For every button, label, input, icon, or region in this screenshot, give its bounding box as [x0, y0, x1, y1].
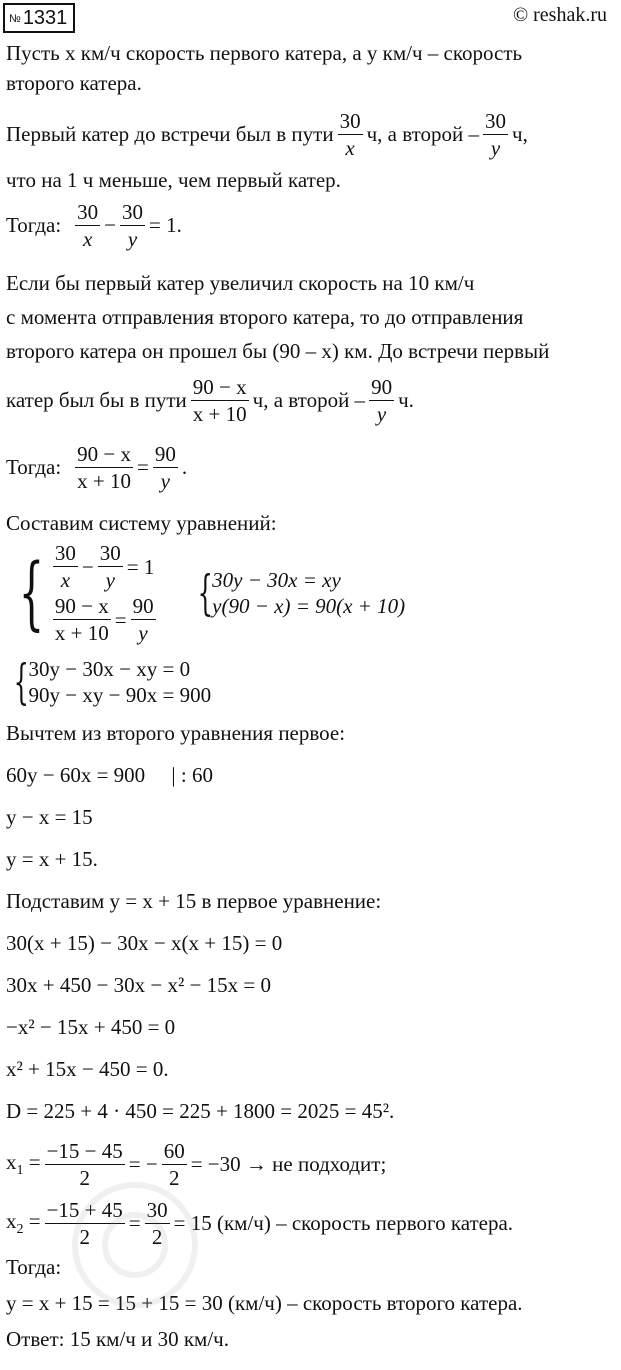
fraction-90x-x10: $\frac{90 - x}{x + 10}$ — [77, 442, 131, 493]
paragraph-speed-increase: Если бы первый катер увеличил скорость на 10 км/ч с момента отправления второго катера, то до отправления второго катера он прошел бы (90 – x) км. До встречи первый — [6, 271, 550, 363]
header — [0, 0, 621, 34]
site-credit: © reshak.ru — [512, 4, 607, 26]
system-1: { $\frac{30}{x}$ − $\frac{30}{y}$ = 1 $\frac{90 - x}{x + 10}$ = $\frac{90}{y}$ — [18, 541, 155, 645]
second-boat-text: ч, а второй – — [366, 122, 480, 146]
fraction-30-x: $\frac{30}{x}$ — [77, 200, 99, 251]
equation-systems-row — [6, 540, 614, 646]
root-x1: $x_1$ = $\frac{-15 - 45}{2}$ = − $\frac{60}{2}$ = −30 → не подходит; — [6, 1139, 387, 1190]
system-brace: { — [18, 546, 45, 639]
problem-number: 1331 — [22, 7, 68, 29]
system-brace: { — [197, 565, 213, 621]
intro-line-2: второго катера. — [6, 71, 142, 95]
fraction-30-x: $\frac{30}{x}$ — [339, 109, 361, 160]
system-brace: { — [13, 654, 29, 710]
system-intro: Составим систему уравнений: — [6, 511, 277, 535]
time-difference-text: что на 1 ч меньше, чем первый катер. — [6, 168, 341, 192]
fraction-90x-x10: $\frac{90 - x}{x + 10}$ — [192, 375, 247, 426]
fraction-30-y: $\frac{30}{y}$ — [485, 109, 507, 160]
intro-line-1: Пусть x км/ч скорость первого катера, а y км/ч – скорость — [6, 41, 523, 65]
number-sign: № — [9, 13, 21, 25]
system-3: { 30y − 30x − xy = 0 90y − xy − 90x = 900 — [13, 654, 212, 710]
first-boat-text: Первый катер до встречи был в пути — [6, 122, 334, 146]
answer: Ответ: 15 км/ч и 30 км/ч. — [6, 1327, 229, 1351]
system-2: { 30y − 30x = xy y(90 − x) = 90(x + 10) — [197, 565, 406, 621]
solution-body: Пусть x км/ч скорость первого катера, а y км/ч – скорость второго катера. Первый катер до встречи был в пути $\frac{30}{x}$ ч, а второй – $\frac{30}{y}$ ч, что на 1 ч меньше, чем первый катер. Тогда: $\frac{30}{x}$ − $\frac{30}{y}$ = 1. Если бы первый катер увеличил скорость на 10 км/ч с момента отправления второго катера, то до отправления второго катера он прошел бы (90 – x) км. До встречи первый катер был бы в пути $\frac{90 - x}{x + 10}$ ч, а второй – $\frac{90}{y}$ ч. Тогда: $\frac{90 - x}{x + 10}$ = $\frac{90}{y}$ . Составим систему уравнений: { $\frac{30}{x}$ − $\frac{30}{y}$ = 1 $\frac{90 - x}{x + 10}$ = $\frac{90}{y}$ { 30y − 30x = xy y(90 − x) = 90(x + 10) { 30y − 30x − xy = 0 90y − xy − 90x = 900 Вычтем из второго уравнения первое: 60y − 60x = 900 | : 60 y − x = 15 y = x + 15. Подставим y = x + 15 в первое уравнение: 30(x + 15) − 30x − x(x + 15) = 0 30x + 450 − 30x − x² − 15x = 0 −x² − 15x + 450 = 0 x² + 15x − 450 = 0. D = 225 + 4 · 450 = 225 + 1800 = 2025 = 45². $x_1$ = $\frac{-15 - 45}{2}$ = − $\frac{60}{2}$ = −30 → не подходит; $x_2$ = $\frac{-15 + 45}{2}$ = $\frac{30}{2}$ = 15 (км/ч) – скорость первого катера. Тогда: y = x + 15 = 15 + 15 = 30 (км/ч) – скорость второго катера. Ответ: 15 км/ч и 30 км/ч. — [6, 38, 614, 1370]
paragraph-intro — [6, 38, 614, 98]
hypothetical-time-line: катер был бы в пути $\frac{90 - x}{x + 10}$ ч, а второй – $\frac{90}{y}$ ч. — [6, 375, 414, 426]
second-boat-speed: y = x + 15 = 15 + 15 = 30 (км/ч) – скорость второго катера. — [6, 1291, 523, 1315]
equation-2: Тогда: $\frac{90 - x}{x + 10}$ = $\frac{90}{y}$ . — [6, 442, 188, 493]
fraction-90-y: $\frac{90}{y}$ — [371, 375, 393, 426]
problem-number-box — [3, 3, 75, 33]
fraction-30-y: $\frac{30}{y}$ — [122, 200, 143, 251]
equation-1: Тогда: $\frac{30}{x}$ − $\frac{30}{y}$ = 1. — [6, 200, 182, 251]
fraction-90-y: $\frac{90}{y}$ — [154, 442, 176, 493]
root-x2: $x_2$ = $\frac{-15 + 45}{2}$ = $\frac{30}{2}$ = 15 (км/ч) – скорость первого катера. — [6, 1198, 514, 1249]
first-boat-time-line: Первый катер до встречи был в пути $\frac{30}{x}$ ч, а второй – $\frac{30}{y}$ ч, — [6, 109, 528, 160]
solution-steps: Вычтем из второго уравнения первое: 60y − 60x = 900 | : 60 y − x = 15 y = x + 15. Подставим y = x + 15 в первое уравнение: 30(x + 15) − 30x − x(x + 15) = 0 30x + 450 − 30x − x² − 15x = 0 −x² − 15x + 450 = 0 x² + 15x − 450 = 0. D = 225 + 4 · 450 = 225 + 1800 = 2025 = 45². — [6, 721, 395, 1123]
